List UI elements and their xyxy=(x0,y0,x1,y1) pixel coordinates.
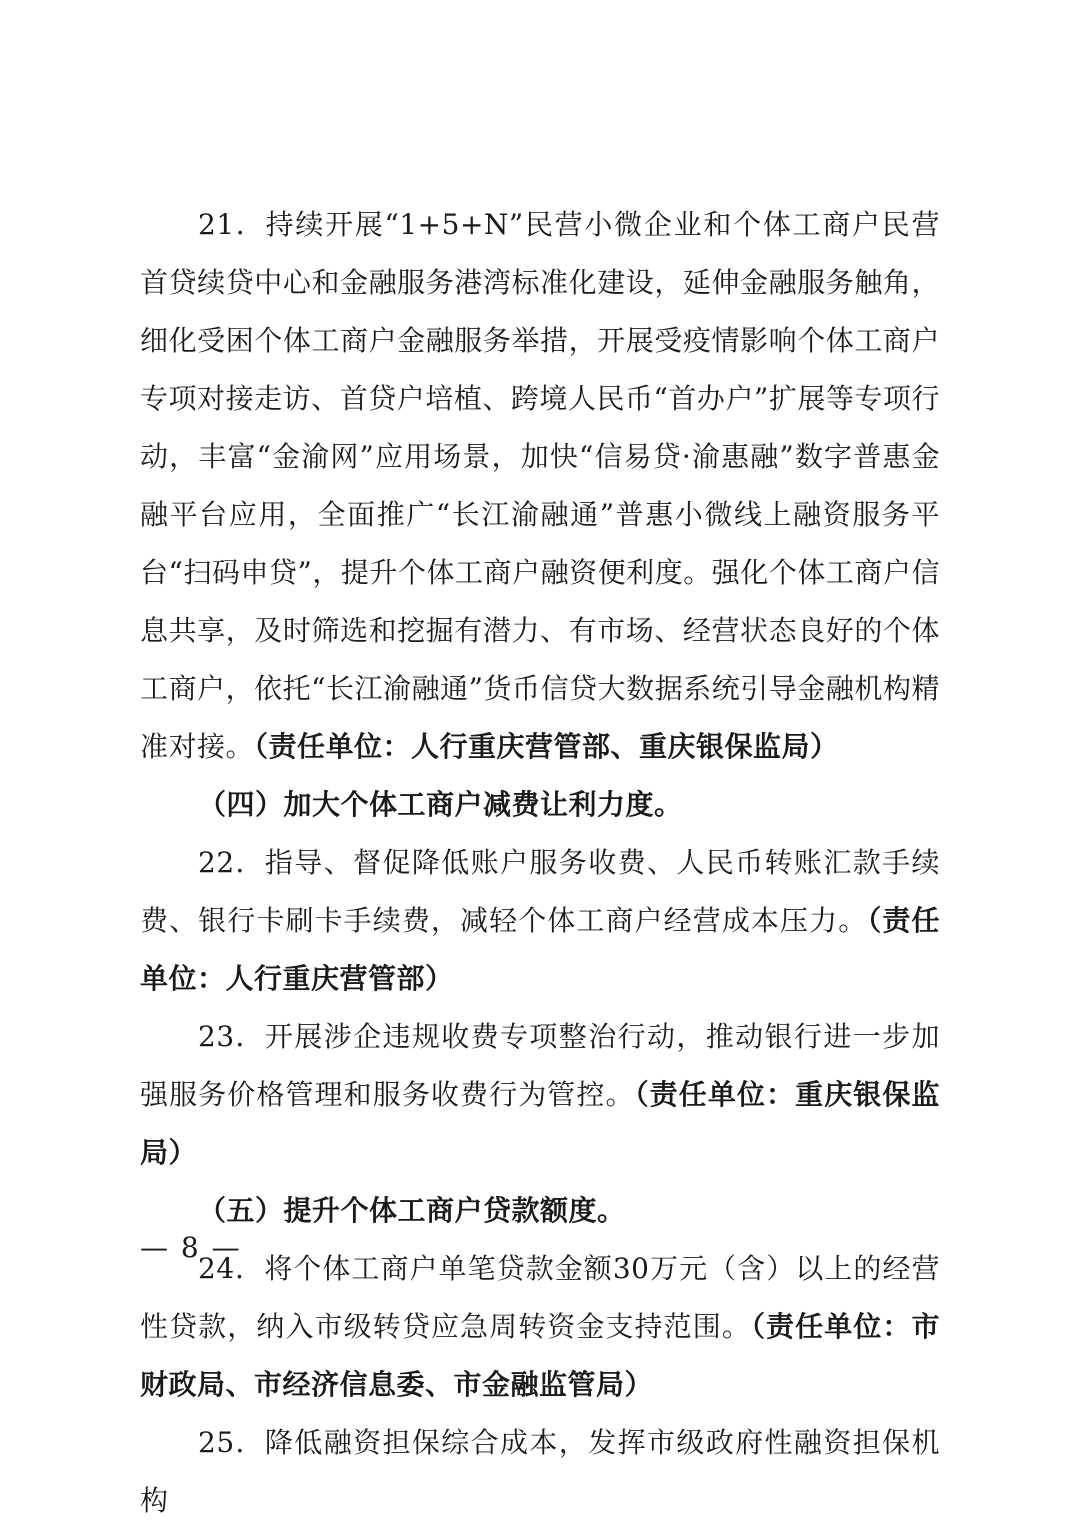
paragraph-21 xyxy=(140,196,940,776)
paragraph-22 xyxy=(140,834,940,1008)
paragraph-25 xyxy=(140,1414,940,1530)
paragraph-21-responsibility: （责任单位：人行重庆营管部、重庆银保监局） xyxy=(254,730,839,763)
paragraph-23-text: 23．开展涉企违规收费专项整治行动，推动银行进一步加强服务价格管理和服务收费行为管控。 xyxy=(140,1020,940,1111)
paragraph-24-responsibility: （责任单位：市财政局、市经济信息委、市金融监管局） xyxy=(140,1310,940,1401)
paragraph-24-text: 24．将个体工商户单笔贷款金额30万元（含）以上的经营性贷款，纳入市级转贷应急周转资金支持范围。 xyxy=(140,1252,940,1343)
section-heading-5: （五）提升个体工商户贷款额度。 xyxy=(198,1194,626,1227)
paragraph-23 xyxy=(140,1008,940,1182)
paragraph-21-text: 21．持续开展“1+5+N”民营小微企业和个体工商户民营首贷续贷中心和金融服务港湾标准化建设，延伸金融服务触角，细化受困个体工商户金融服务举措，开展受疫情影响个体工商户专项对接走访、首贷户培植、跨境人民币“首办户”扩展等专项行动，丰富“金渝网”应用场景，加快“信易贷·渝惠融”数字普惠金融平台应用，全面推广“长江渝融通”普惠小微线上融资服务平台“扫码申贷”，提升个体工商户融资便利度。强化个体工商户信息共享，及时筛选和挖掘有潜力、有市场、经营状态良好的个体工商户，依托“长江渝融通”货币信贷大数据系统引导金融机构精准对接。 xyxy=(140,208,940,763)
paragraph-23-responsibility: （责任单位：重庆银保监局） xyxy=(140,1078,940,1169)
page-number: — 8 — xyxy=(140,1231,242,1264)
paragraph-22-text: 22．指导、督促降低账户服务收费、人民币转账汇款手续费、银行卡刷卡手续费，减轻个体工商户经营成本压力。 xyxy=(140,846,940,937)
document-body xyxy=(140,196,940,1530)
paragraph-24 xyxy=(140,1240,940,1414)
paragraph-25-text: 25．降低融资担保综合成本，发挥市级政府性融资担保机构 xyxy=(140,1426,940,1517)
paragraph-22-responsibility: （责任单位：人行重庆营管部） xyxy=(140,904,940,995)
section-heading-4: （四）加大个体工商户减费让利力度。 xyxy=(198,788,683,821)
